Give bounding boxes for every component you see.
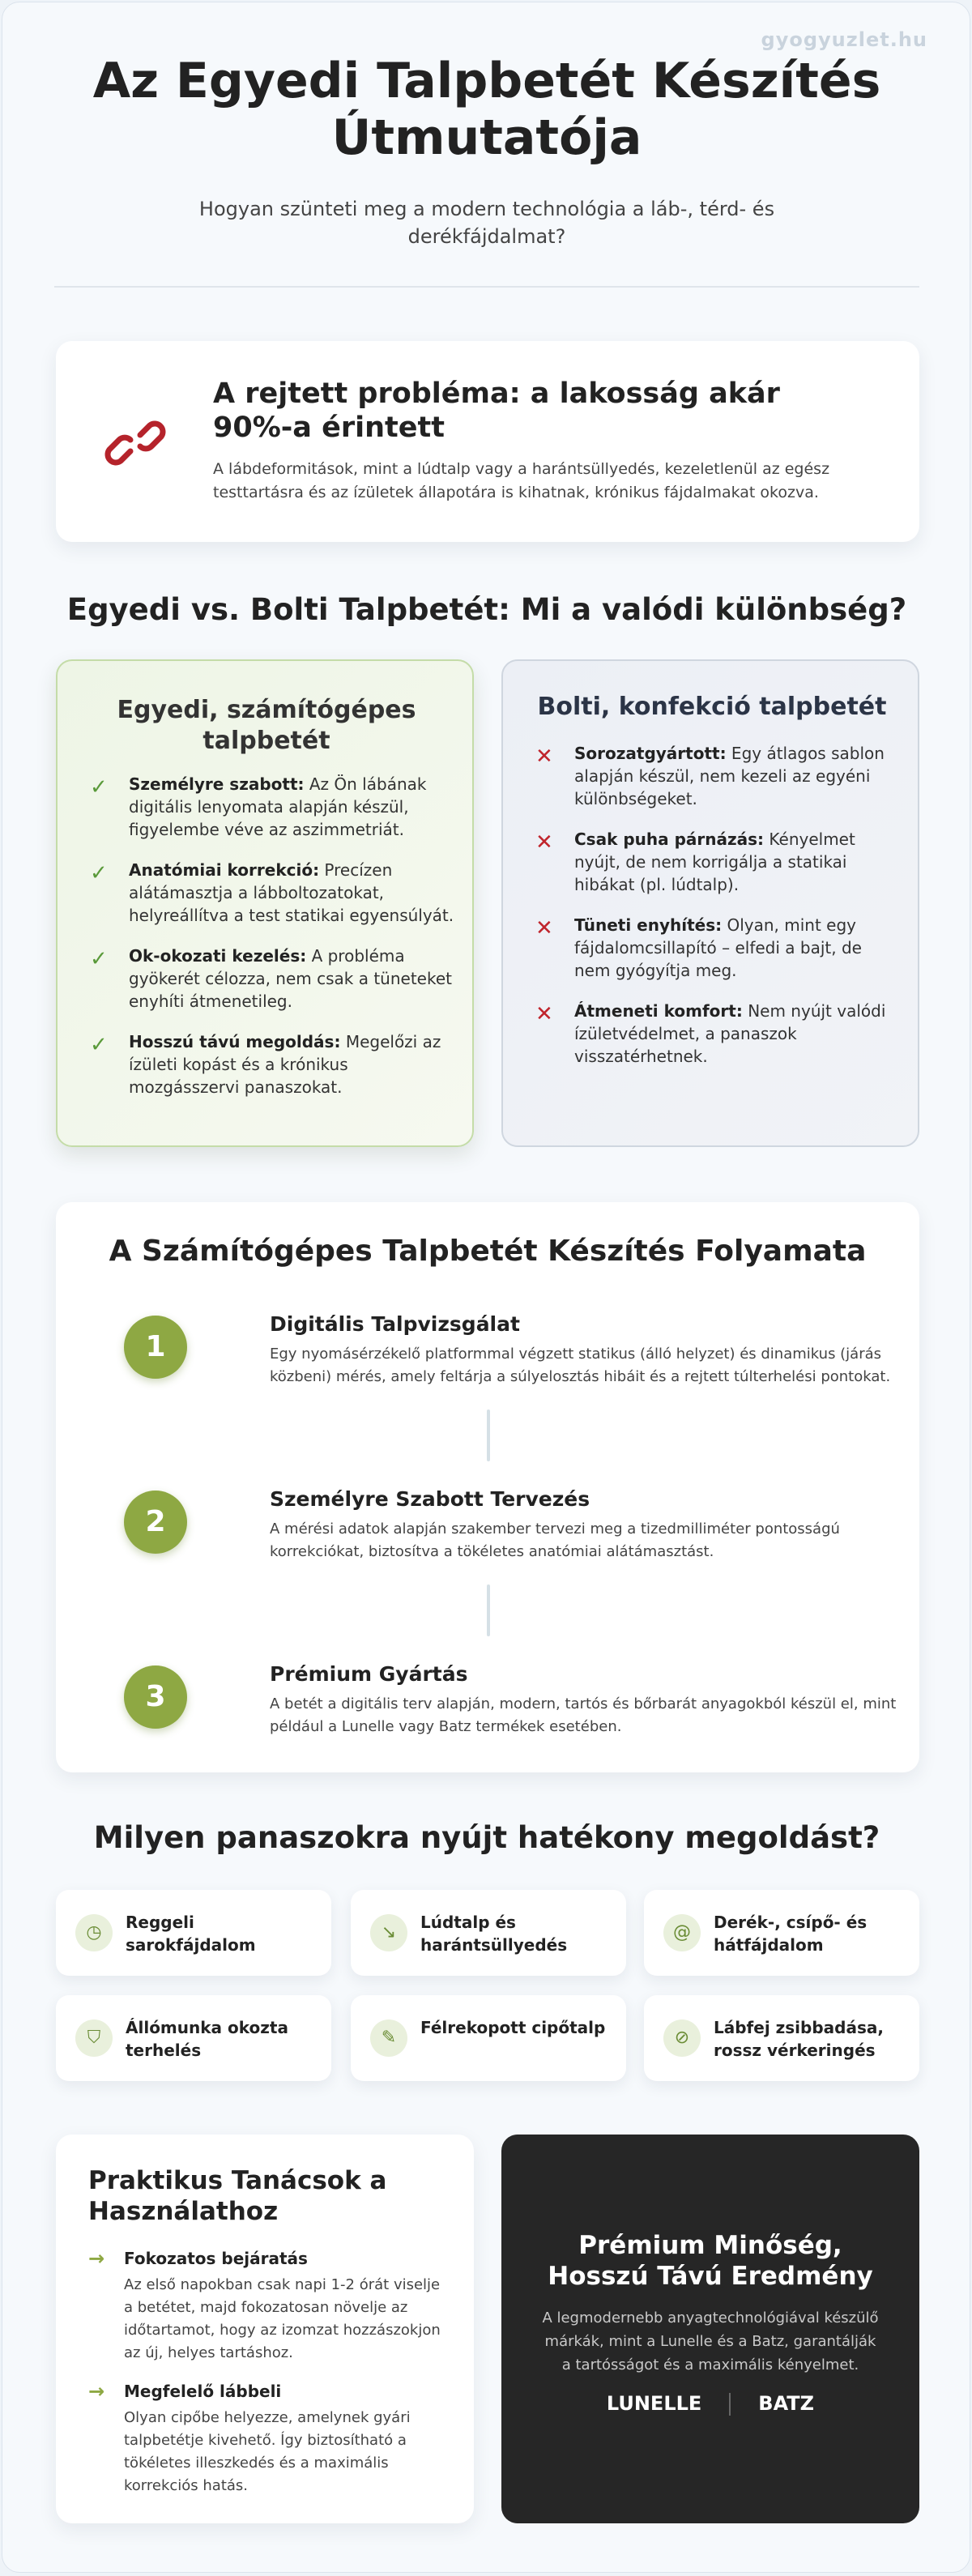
problem-card — [56, 341, 919, 542]
tips-title: Praktikus Tanácsok a Használathoz — [88, 2166, 387, 2226]
pencil-icon: ✎ — [370, 2019, 407, 2057]
problem-title: A rejtett probléma: a lakosság akár 90%-a érintett — [213, 377, 780, 444]
list-item: ✓ Személyre szabott: Az Ön lábának digitális lenyomata alapján készül, figyelembe véve az aszimmetriát. — [90, 774, 427, 839]
compass-icon: ⊘ — [663, 2019, 701, 2057]
premium-title: Prémium Minőség, Hosszú Távú Eredmény — [548, 2231, 873, 2291]
brand-lunelle: LUNELLE — [606, 2392, 702, 2415]
list-item: ✕ Csak puha párnázás: Kényelmet nyújt, de nem korrigálja a statikai hibákat (pl. lúdtalp). — [535, 830, 855, 894]
complaint-label: Állómunka okozta terhelés — [126, 2018, 288, 2060]
complaint-card — [644, 1995, 919, 2081]
divider — [54, 286, 919, 288]
list-item: ✓ Anatómiai korrekció: Precízen alátámasztja a lábboltozatokat, helyreállítva a test statikai egyensúlyát. — [90, 860, 454, 925]
step-text: Egy nyomásérzékelő platformmal végzett statikus (álló helyzet) és dinamikus (járás közbeni) mérés, amely feltárja a súlyelosztás hibáit és a rejtett túlterhelési pontokat. — [270, 1346, 891, 1385]
cross-icon: ✕ — [535, 916, 553, 940]
complaint-label: Derék-, csípő- és hátfájdalom — [714, 1913, 868, 1955]
brand-batz: BATZ — [758, 2392, 815, 2415]
complaints-title: Milyen panaszokra nyújt hatékony megoldást? — [93, 1820, 880, 1855]
check-icon: ✓ — [90, 861, 108, 885]
list-item: ✕ Átmeneti komfort: Nem nyújt valódi ízületvédelmet, a panaszok visszatérhetnek. — [535, 1001, 886, 1066]
list-item: ✓ Hosszú távú megoldás: Megelőzi az ízületi kopást és a krónikus mozgásszervi panaszokat. — [90, 1032, 441, 1097]
arrow-right-icon: → — [88, 2380, 105, 2403]
store-insole-list — [535, 742, 900, 1068]
step-title: Prémium Gyártás — [270, 1662, 468, 1686]
step-text: A betét a digitális terv alapján, modern, tartós és bőrbarát anyagokból készül el, mint például a Lunelle vagy Batz termékek esetében. — [270, 1695, 897, 1735]
comparison-title: Egyedi vs. Bolti Talpbetét: Mi a valódi különbség? — [66, 592, 907, 627]
cross-icon: ✕ — [535, 744, 553, 769]
tip-title: Fokozatos bejáratás — [124, 2249, 308, 2268]
tip-text: Az első napokban csak napi 1-2 órát viselje a betétet, majd fokozatosan növelje az időtartamot, hogy az izomzat hozzászokjon az új, helyes tartáshoz. — [124, 2276, 441, 2361]
trend-down-icon: ↘ — [370, 1914, 407, 1951]
tip-text: Olyan cipőbe helyezze, amelynek gyári talpbetétje kivehető. Így biztosítható a tökéletes illeszkedés és a maximális korrekciós hatás. — [124, 2409, 411, 2494]
shield-icon: ⛉ — [75, 2019, 113, 2057]
page-title: Az Egyedi Talpbetét Készítés Útmutatója — [92, 53, 881, 166]
brand-separator — [729, 2393, 731, 2416]
at-sign-icon: @ — [663, 1914, 701, 1951]
step-text: A mérési adatok alapján szakember tervezi meg a tizedmilliméter pontosságú korrekciókat, biztosítva a tökéletes anatómiai alátámasztást. — [270, 1520, 840, 1560]
brand-watermark: gyogyuzlet.hu — [761, 28, 927, 51]
step-title: Digitális Talpvizsgálat — [270, 1312, 520, 1336]
chain-link-icon — [103, 411, 168, 476]
page-subtitle: Hogyan szünteti meg a modern technológia a láb-, térd- és derékfájdalmat? — [198, 198, 775, 248]
complaint-label: Reggeli sarokfájdalom — [126, 1913, 256, 1955]
premium-card — [501, 2135, 919, 2523]
premium-text: A legmodernebb anyagtechnológiával készülő márkák, mint a Lunelle és a Batz, garantálják a tartósságot és a maximális kényelmet. — [542, 2309, 879, 2373]
problem-text: A lábdeformitások, mint a lúdtalp vagy a harántsüllyedés, kezeletlenül az egész testtartásra és az ízületek állapotára is kihatnak, krónikus fájdalmakat okozva. — [213, 460, 830, 501]
check-icon: ✓ — [90, 1033, 108, 1057]
tip-title: Megfelelő lábbeli — [124, 2382, 282, 2401]
process-title: A Számítógépes Talpbetét Készítés Folyamata — [109, 1235, 867, 1268]
step-number: 2 — [124, 1491, 187, 1554]
list-item: ✕ Sorozatgyártott: Egy átlagos sablon alapján készül, nem kezeli az egyéni különbségeket. — [535, 744, 885, 808]
store-insole-title: Bolti, konfekció talpbetét — [537, 693, 887, 721]
custom-insole-title: Egyedi, számítógépes talpbetét — [117, 696, 416, 755]
complaint-card — [56, 1995, 331, 2081]
check-icon: ✓ — [90, 947, 108, 971]
step-title: Személyre Szabott Tervezés — [270, 1487, 590, 1511]
clock-icon: ◷ — [75, 1914, 113, 1951]
complaint-card — [56, 1890, 331, 1976]
custom-insole-list — [90, 773, 454, 1098]
list-item: ✓ Ok-okozati kezelés: A probléma gyökerét célozza, nem csak a tüneteket enyhíti átmenetileg. — [90, 946, 452, 1011]
process-card — [56, 1202, 919, 1772]
complaint-label: Félrekopott cipőtalp — [420, 2018, 606, 2037]
complaint-card — [644, 1890, 919, 1976]
list-item: ✕ Tüneti enyhítés: Olyan, mint egy fájdalomcsillapító – elfedi a bajt, de nem gyógyítja meg. — [535, 915, 862, 980]
cross-icon: ✕ — [535, 1002, 553, 1026]
infographic-page — [2, 2, 970, 2573]
check-icon: ✓ — [90, 775, 108, 800]
custom-insole-card — [56, 659, 474, 1147]
complaint-label: Lúdtalp és harántsüllyedés — [420, 1913, 568, 1955]
cross-icon: ✕ — [535, 830, 553, 855]
complaint-card — [351, 1995, 626, 2081]
tips-card — [56, 2135, 474, 2523]
brand-row — [501, 2392, 919, 2416]
step-number: 1 — [124, 1316, 187, 1379]
complaint-card — [351, 1890, 626, 1976]
store-insole-card — [501, 659, 919, 1147]
arrow-right-icon: → — [88, 2247, 105, 2270]
step-connector — [487, 1410, 490, 1461]
complaint-label: Lábfej zsibbadása, rossz vérkeringés — [714, 2018, 884, 2060]
step-connector — [487, 1584, 490, 1636]
step-number: 3 — [124, 1665, 187, 1729]
